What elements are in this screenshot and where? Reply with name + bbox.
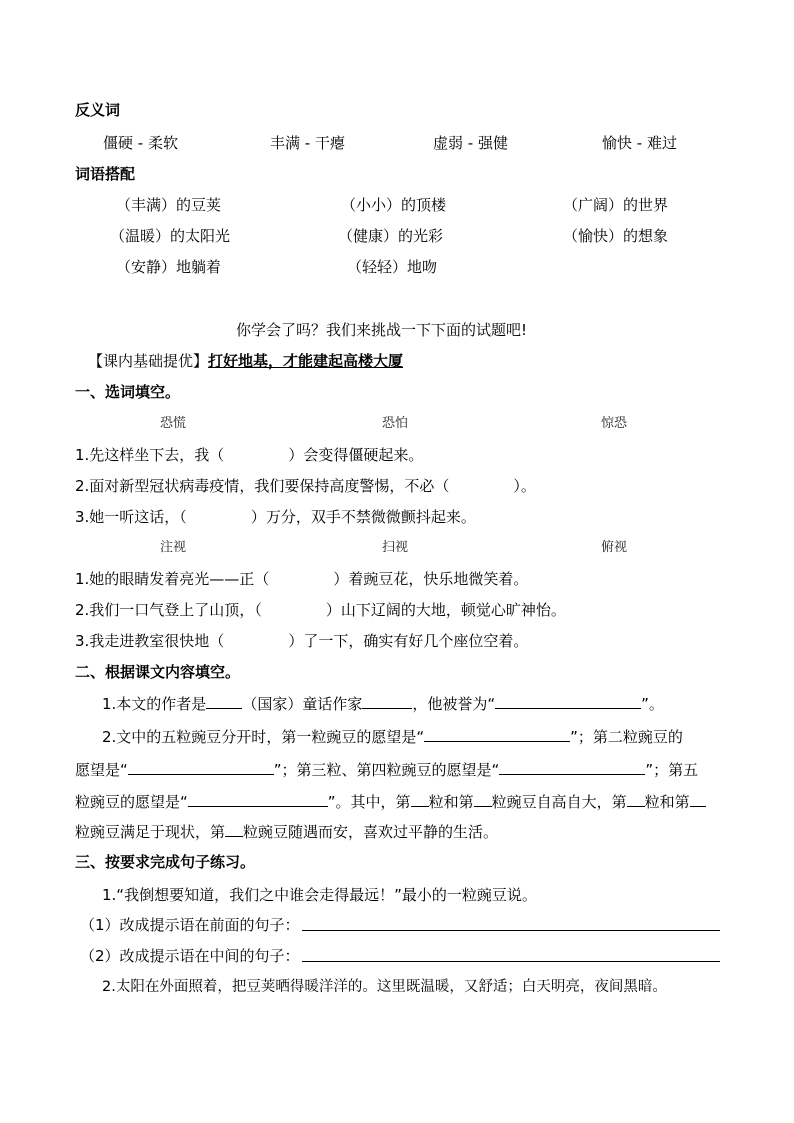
- answer-line[interactable]: [302, 961, 720, 962]
- answer-blank[interactable]: [206, 693, 242, 709]
- antonym-pair: 僵硬 - 柔软: [103, 134, 178, 152]
- question-text: ）了一下，确实有好几个座位空着。: [288, 632, 529, 650]
- question-text: ”；第二粒豌豆的: [570, 728, 683, 746]
- collocation-item: （丰满）的豆荚: [116, 196, 222, 214]
- question-text: 粒豌豆自高自大，第: [491, 793, 627, 811]
- question-line: [75, 821, 498, 842]
- collocation-item: （广阔）的世界: [563, 196, 669, 214]
- question-text: 2.面对新型冠状病毒疫情，我们要保持高度警惕，不必（: [75, 477, 450, 495]
- antonym-pair: 虚弱 - 强健: [433, 134, 508, 152]
- question-text: ”；第三粒、第四粒豌豆的愿望是“: [273, 761, 500, 779]
- collocation-item: （小小）的顶楼: [341, 196, 447, 214]
- word-option: 俯视: [601, 540, 628, 555]
- question-text: ）。: [513, 477, 536, 495]
- question-text: 粒豌豆满足于现状，第: [75, 823, 226, 841]
- word-option: 注视: [160, 540, 187, 555]
- answer-blank[interactable]: [424, 726, 570, 742]
- question-line: [75, 569, 528, 589]
- banner-slogan: 打好地基，才能建起高楼大厦: [208, 352, 404, 370]
- question-text: 粒豌豆随遇而安，喜欢过平静的生活。: [243, 823, 499, 841]
- section2-title: 二、根据课文内容填空。: [75, 663, 241, 681]
- question-text: （2）改成提示语在中间的句子：: [80, 947, 300, 965]
- collocation-item: （温暖）的太阳光: [110, 227, 231, 245]
- question-text: 2.太阳在外面照着，把豆荚晒得暖洋洋的。这里既温暖，又舒适；白天明亮，夜间黑暗。: [102, 979, 667, 995]
- answer-blank[interactable]: [362, 693, 412, 709]
- collocation-item: （健康）的光彩: [338, 227, 444, 245]
- question-text: 粒豌豆的愿望是“: [75, 793, 188, 811]
- question-line: [75, 759, 698, 780]
- question-text: ）会变得僵硬起来。: [288, 446, 424, 464]
- question-text: ，他被誉为“: [412, 695, 496, 713]
- question-line: [75, 507, 476, 527]
- collocation-item: （轻轻）地吻: [347, 258, 438, 276]
- collocation-item: （愉快）的想象: [563, 227, 669, 245]
- word-option: 恐怕: [382, 416, 409, 431]
- question-text: （国家）童话作家: [242, 695, 363, 713]
- question-text: 1.本文的作者是: [102, 695, 207, 713]
- question-text: ”。: [641, 695, 664, 713]
- question-line: [75, 445, 423, 465]
- question-text: （1）改成提示语在前面的句子：: [80, 916, 300, 934]
- question-line: [102, 726, 683, 747]
- question-text: 3.她一听这话，（: [75, 508, 187, 526]
- answer-line[interactable]: [302, 930, 720, 931]
- challenge-intro: 你学会了吗？我们来挑战一下下面的试题吧!: [236, 321, 528, 339]
- question-text: ）山下辽阔的大地，顿觉心旷神怡。: [325, 601, 566, 619]
- answer-blank[interactable]: [495, 693, 641, 709]
- question-text: 3.我走进教室很快地（: [75, 632, 225, 650]
- question-text: ”；第五: [645, 761, 699, 779]
- question-text: ）万分，双手不禁微微颤抖起来。: [250, 508, 476, 526]
- question-text: 1.先这样坐下去，我（: [75, 446, 225, 464]
- question-text: 粒和第: [428, 793, 474, 811]
- question-text: ）着豌豆花，快乐地微笑着。: [333, 570, 529, 588]
- answer-blank[interactable]: [474, 791, 492, 807]
- answer-blank[interactable]: [411, 791, 429, 807]
- answer-blank[interactable]: [690, 791, 706, 807]
- question-line: [102, 693, 664, 714]
- answer-blank[interactable]: [499, 759, 645, 775]
- question-text: 粒和第: [644, 793, 690, 811]
- question-text: 2.我们一口气登上了山顶，（: [75, 601, 262, 619]
- question-line: [75, 631, 528, 651]
- question-text: 1.“我倒想要知道，我们之中谁会走得最远！”最小的一粒豌豆说。: [102, 886, 537, 904]
- answer-blank[interactable]: [627, 791, 645, 807]
- answer-blank[interactable]: [188, 791, 328, 807]
- question-text: 愿望是“: [75, 761, 128, 779]
- question-text: 1.她的眼睛发着亮光——正（: [75, 570, 270, 588]
- antonym-pair: 丰满 - 干瘪: [270, 134, 345, 152]
- question-text: 2.文中的五粒豌豆分开时，第一粒豌豆的愿望是“: [102, 728, 425, 746]
- question-line: [75, 791, 706, 812]
- word-option: 扫视: [382, 540, 409, 555]
- question-line: [75, 600, 566, 620]
- question-text: ”。其中，第: [327, 793, 411, 811]
- antonyms-title: 反义词: [75, 101, 121, 119]
- section1-title: 一、选词填空。: [75, 383, 181, 401]
- word-option: 恐慌: [160, 416, 187, 431]
- section3-title: 三、按要求完成句子练习。: [75, 853, 256, 871]
- question-line: [75, 476, 536, 496]
- antonym-pair: 愉快 - 难过: [602, 134, 677, 152]
- word-option: 惊恐: [601, 416, 628, 431]
- collocations-title: 词语搭配: [75, 165, 136, 183]
- answer-blank[interactable]: [128, 759, 274, 775]
- section-banner: [88, 351, 403, 371]
- collocation-item: （安静）地躺着: [116, 258, 222, 276]
- answer-blank[interactable]: [225, 821, 243, 837]
- banner-bracket: 【课内基础提优】: [88, 352, 209, 370]
